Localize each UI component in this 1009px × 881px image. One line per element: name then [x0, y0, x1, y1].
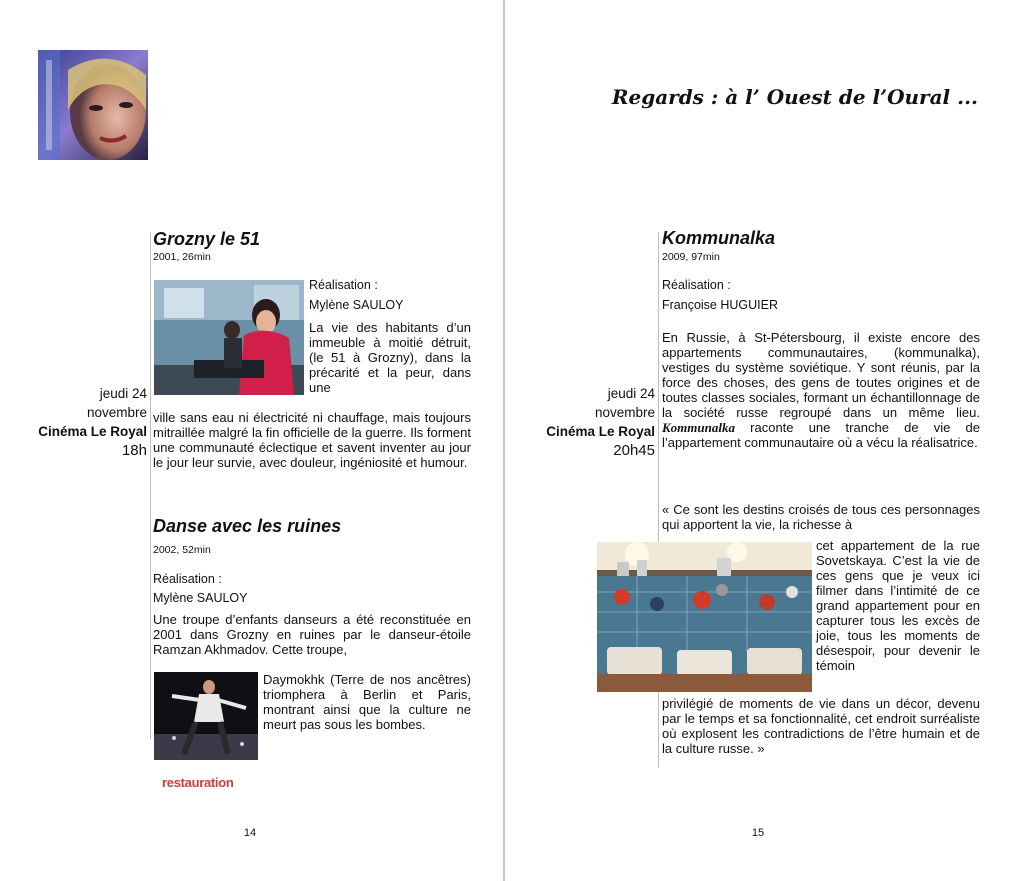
- page-divider: [503, 0, 505, 881]
- screening-time: 18h: [121, 442, 147, 459]
- page-number: 15: [751, 827, 765, 839]
- screening-month: novembre: [594, 405, 655, 420]
- screening-month: novembre: [86, 405, 147, 420]
- quote-text: « Ce sont les destins croisés de tous ces personnages qui apportent la vie, la richesse à: [662, 502, 980, 532]
- section-heading: Regards : à l’ Ouest de l’Oural ...: [611, 85, 978, 109]
- synopsis-text: La vie des habitants d’un immeuble à moitié détruit, (le 51 à Grozny), dans la précarité et la peur, dans une: [309, 320, 471, 395]
- screening-info: [0, 384, 147, 461]
- quote-text-wrap: cet appartement de la rue Sovetskaya. C’est la vie de ces gens que je veux ici filmer dans l’intimité de ce grand appartement pour en capturer tous les excès de joie, tous les moments de désespoir, pour devenir le témoin: [816, 538, 980, 673]
- film-still-photo: [154, 280, 304, 395]
- synopsis-after: raconte une tranche de vie de l’appartement communautaire où a vécu la réalisatrice.: [662, 420, 980, 450]
- synopsis-text: Une troupe d’enfants danseurs a été reconstituée en 2001 dans Grozny en ruines par le danseur-étoile Ramzan Akhmadov. Cette troupe,: [153, 612, 471, 657]
- restauration-label: restauration: [162, 775, 234, 790]
- kitchen-photo: [597, 542, 812, 692]
- screening-day: jeudi 24: [607, 386, 655, 401]
- film-title: Kommunalka: [662, 228, 776, 248]
- director-name: Mylène SAULOY: [309, 298, 404, 312]
- screening-day: jeudi 24: [99, 386, 147, 401]
- quote-text-continued: privilégié de moments de vie dans un décor, devenu par le temps et sa fonctionnalité, cet endroit surréaliste où explosent les contradictions de l’être humain et de la culture russe. »: [662, 696, 980, 756]
- synopsis-text-continued: Daymokhk (Terre de nos ancêtres) triomphera à Berlin et Paris, montrant ainsi que la culture ne meurt pas sous les bombes.: [263, 672, 471, 732]
- realisation-label: Réalisation :: [153, 572, 222, 586]
- film-meta: 2001, 26min: [153, 251, 211, 263]
- film-meta: 2009, 97min: [662, 251, 720, 263]
- film-title: Danse avec les ruines: [153, 516, 342, 536]
- synopsis-text-continued: ville sans eau ni électricité ni chauffage, mais toujours mitraillée malgré la fin officielle de la guerre. Ils forment une communauté éclectique et savent inventer au jour le jour leur survie, avec douleur, ingéniosité et humour.: [153, 410, 471, 470]
- realisation-label: Réalisation :: [662, 278, 731, 292]
- screening-info: [510, 384, 655, 461]
- column-rule: [150, 232, 151, 739]
- film-title-inline: Kommunalka: [662, 420, 735, 435]
- synopsis-before: En Russie, à St-Pétersbourg, il existe encore des appartements communautaires, (kommunalka), vestiges du système soviétique. Y sont réunis, par la force des choses, des gens de toutes origines et de toutes classes sociales, formant un échantillonnage de la société russe regroupé dans un même lieu.: [662, 330, 980, 420]
- realisation-label: Réalisation :: [309, 278, 378, 292]
- film-title: Grozny le 51: [153, 229, 261, 249]
- screening-venue: Cinéma Le Royal: [38, 424, 147, 439]
- director-name: Françoise HUGUIER: [662, 298, 778, 312]
- film-still-photo: [154, 672, 258, 760]
- portrait-photo: [38, 50, 148, 160]
- synopsis-text: [662, 330, 980, 450]
- screening-time: 20h45: [613, 442, 655, 459]
- director-name: Mylène SAULOY: [153, 591, 248, 605]
- page-number: 14: [243, 827, 257, 839]
- film-meta: 2002, 52min: [153, 544, 211, 556]
- screening-venue: Cinéma Le Royal: [546, 424, 655, 439]
